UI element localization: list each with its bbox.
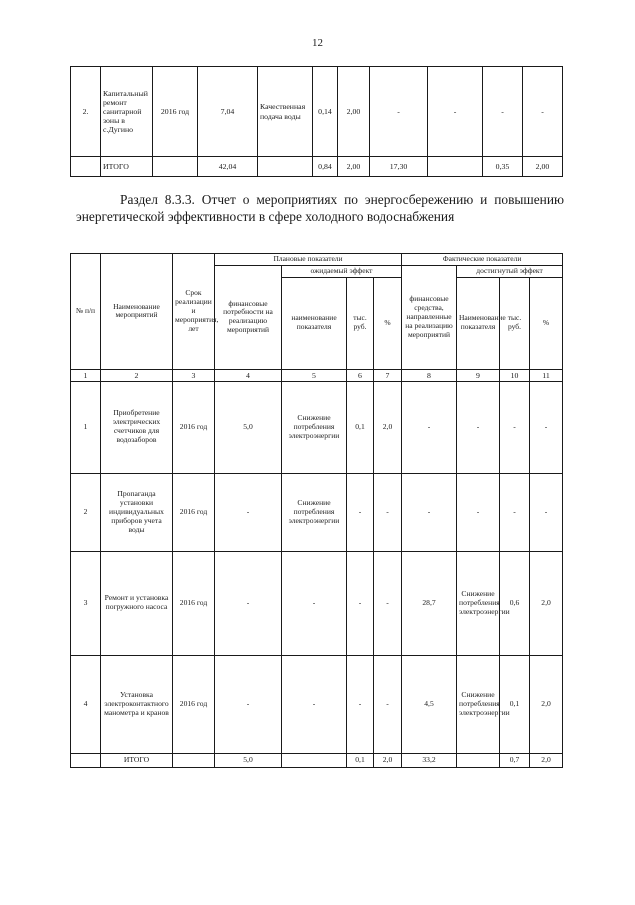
fact-thousand-rub: - — [500, 381, 530, 473]
fact-indicator: - — [457, 473, 500, 551]
indicator-name: - — [282, 655, 347, 753]
header-actual: Фактические показатели — [402, 254, 563, 266]
measure-name: Установка электроконтактного манометра и кранов — [101, 655, 173, 753]
page-number: 12 — [312, 37, 323, 49]
planned-finance: - — [215, 551, 282, 655]
column-number: 3 — [173, 369, 215, 381]
header-planned: Плановые показатели — [215, 254, 402, 266]
header-num: № п/п — [71, 254, 101, 370]
table-row — [71, 655, 563, 753]
planned-finance: 5,0 — [215, 381, 282, 473]
total-row — [71, 157, 563, 177]
header-fact-thousand-rub: тыс. руб. — [500, 277, 530, 369]
total-fact-thousand-rub: 0,7 — [500, 753, 530, 767]
term: 2016 год — [173, 551, 215, 655]
indicator-name: - — [282, 551, 347, 655]
column-number: 1 — [71, 369, 101, 381]
fact-thousand-rub: 0,6 — [500, 551, 530, 655]
header-thousand-rub: тыс. руб. — [347, 277, 374, 369]
percent: - — [374, 551, 402, 655]
continued-table — [70, 66, 563, 177]
header-row — [71, 254, 563, 266]
thousand-rub: 0,1 — [347, 381, 374, 473]
percent: - — [374, 473, 402, 551]
column-number: 10 — [500, 369, 530, 381]
header-planned-finance: финансовые потребности на реализацию мероприятий — [215, 265, 282, 369]
column-numbers-row — [71, 369, 563, 381]
total-fact-finance: 17,30 — [370, 157, 428, 177]
indicator-name: Снижение потребления электроэнергии — [282, 381, 347, 473]
term: 2016 год — [173, 381, 215, 473]
fact-finance: - — [402, 381, 457, 473]
fact-finance: - — [402, 473, 457, 551]
column-number: 11 — [530, 369, 563, 381]
total-finance: 42,04 — [198, 157, 258, 177]
measure-name: Капитальный ремонт санитарной зоны в с.Дугино — [101, 67, 153, 157]
column-number: 5 — [282, 369, 347, 381]
fact-finance: 4,5 — [402, 655, 457, 753]
fact-percent: 2,0 — [530, 655, 563, 753]
column-number: 9 — [457, 369, 500, 381]
section-heading: Раздел 8.3.3. Отчет о мероприятиях по энергосбережению и повышению энергетической эффективности в сфере холодного водоснабжения — [76, 192, 564, 224]
thousand-rub: - — [347, 473, 374, 551]
column-number: 7 — [374, 369, 402, 381]
row-num: 2 — [71, 473, 101, 551]
column-number: 4 — [215, 369, 282, 381]
planned-finance: - — [215, 473, 282, 551]
fact-finance: 28,7 — [402, 551, 457, 655]
fact-indicator: Снижение потребления электроэнергии — [457, 551, 500, 655]
row-num: 2. — [71, 67, 101, 157]
fact-thousand-rub: - — [483, 67, 523, 157]
total-fact-finance: 33,2 — [402, 753, 457, 767]
percent: 2,0 — [374, 381, 402, 473]
total-fact-percent: 2,00 — [523, 157, 563, 177]
indicator-name: Качественная подача воды — [258, 67, 313, 157]
header-achieved-effect: достигнутый эффект — [457, 265, 563, 277]
thousand-rub: 0,14 — [313, 67, 338, 157]
fact-indicator: - — [457, 381, 500, 473]
total-finance: 5,0 — [215, 753, 282, 767]
total-percent: 2,00 — [338, 157, 370, 177]
percent: 2,00 — [338, 67, 370, 157]
table-row — [71, 67, 563, 157]
fact-thousand-rub: - — [500, 473, 530, 551]
measure-name: Пропаганда установки индивидуальных приборов учета воды — [101, 473, 173, 551]
total-thousand-rub: 0,1 — [347, 753, 374, 767]
total-percent: 2,0 — [374, 753, 402, 767]
header-indicator-name: наименование показателя — [282, 277, 347, 369]
table-row — [71, 551, 563, 655]
fact-finance: - — [370, 67, 428, 157]
energy-saving-table — [70, 253, 563, 768]
table-row — [71, 473, 563, 551]
column-number: 6 — [347, 369, 374, 381]
fact-percent: 2,0 — [530, 551, 563, 655]
total-fact-thousand-rub: 0,35 — [483, 157, 523, 177]
row-num: 4 — [71, 655, 101, 753]
total-row — [71, 753, 563, 767]
fact-percent: - — [523, 67, 563, 157]
thousand-rub: - — [347, 551, 374, 655]
total-thousand-rub: 0,84 — [313, 157, 338, 177]
thousand-rub: - — [347, 655, 374, 753]
percent: - — [374, 655, 402, 753]
column-number: 8 — [402, 369, 457, 381]
fact-percent: - — [530, 473, 563, 551]
fact-indicator: Снижение потребления электроэнергии — [457, 655, 500, 753]
column-number: 2 — [101, 369, 173, 381]
header-fact-percent: % — [530, 277, 563, 369]
total-label: ИТОГО — [101, 753, 173, 767]
header-term: Срок реализации и мероприятия, лет — [173, 254, 215, 370]
header-fact-finance: финансовые средства, направленные на реализацию мероприятий — [402, 265, 457, 369]
table-row — [71, 381, 563, 473]
header-percent: % — [374, 277, 402, 369]
term: 2016 год — [173, 473, 215, 551]
row-num: 1 — [71, 381, 101, 473]
fact-thousand-rub: 0,1 — [500, 655, 530, 753]
term: 2016 год — [173, 655, 215, 753]
planned-finance: - — [215, 655, 282, 753]
measure-name: Ремонт и установка погружного насоса — [101, 551, 173, 655]
header-expected-effect: ожидаемый эффект — [282, 265, 402, 277]
measure-name: Приобретение электрических счетчиков для водозаборов — [101, 381, 173, 473]
total-label: ИТОГО — [101, 157, 153, 177]
fact-percent: - — [530, 381, 563, 473]
planned-finance: 7,04 — [198, 67, 258, 157]
fact-indicator: - — [428, 67, 483, 157]
header-name: Наименование мероприятий — [101, 254, 173, 370]
row-num: 3 — [71, 551, 101, 655]
indicator-name: Снижение потребления электроэнергии — [282, 473, 347, 551]
header-fact-indicator-name: Наименование показателя — [457, 277, 500, 369]
total-fact-percent: 2,0 — [530, 753, 563, 767]
term: 2016 год — [153, 67, 198, 157]
